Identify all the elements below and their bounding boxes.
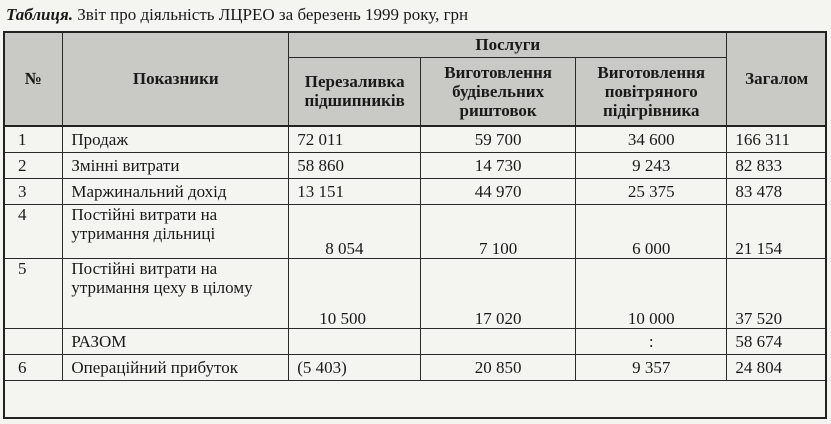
row-value: 17 020 <box>421 258 576 328</box>
row-value: 14 730 <box>421 152 576 178</box>
header-services: Послуги <box>289 32 727 58</box>
header-indicators: Показники <box>63 32 289 126</box>
table-row <box>4 204 827 258</box>
header-service-3: Виготовлення повітряного підігрівника <box>576 58 727 126</box>
row-total: 83 478 <box>727 178 827 204</box>
row-value: 9 357 <box>576 354 727 380</box>
row-no: 4 <box>4 204 63 258</box>
caption-label: Таблиця. <box>6 5 73 24</box>
table-row <box>4 152 827 178</box>
row-total: 37 520 <box>727 258 827 328</box>
row-value: : <box>576 328 727 354</box>
header-total: Загалом <box>727 32 827 126</box>
row-total: 58 674 <box>727 328 827 354</box>
row-value: 25 375 <box>576 178 727 204</box>
row-value: 59 700 <box>421 126 576 153</box>
row-total: 21 154 <box>727 204 827 258</box>
row-value <box>421 328 576 354</box>
row-value: 7 100 <box>421 204 576 258</box>
row-value: 58 860 <box>289 152 421 178</box>
row-indicator: Постійні витрати на утримання дільниці <box>63 204 289 258</box>
table-caption <box>6 5 468 25</box>
row-indicator: Продаж <box>63 126 289 153</box>
row-value <box>289 328 421 354</box>
row-indicator: Змінні витрати <box>63 152 289 178</box>
row-no: 5 <box>4 258 63 328</box>
row-value: (5 403) <box>289 354 421 380</box>
row-value: 34 600 <box>576 126 727 153</box>
row-value: 44 970 <box>421 178 576 204</box>
header-no: № <box>4 32 63 126</box>
row-value: 10 500 <box>289 258 421 328</box>
row-indicator: Постійні витрати на утримання цеху в цілому <box>63 258 289 328</box>
table-row <box>4 178 827 204</box>
report-table <box>3 31 827 381</box>
table-row <box>4 328 827 354</box>
table-row <box>4 258 827 328</box>
row-no: 2 <box>4 152 63 178</box>
row-value: 72 011 <box>289 126 421 153</box>
row-indicator: Операційний прибуток <box>63 354 289 380</box>
row-no: 3 <box>4 178 63 204</box>
row-total: 166 311 <box>727 126 827 153</box>
row-indicator: Маржинальний дохід <box>63 178 289 204</box>
table-row <box>4 354 827 380</box>
row-value: 13 151 <box>289 178 421 204</box>
row-value: 20 850 <box>421 354 576 380</box>
row-no <box>4 328 63 354</box>
row-total: 82 833 <box>727 152 827 178</box>
header-service-2: Виготовлення будівельних риштовок <box>421 58 576 126</box>
header-service-1: Перезаливка підшипників <box>289 58 421 126</box>
caption-text: Звіт про діяльність ЛЦРЕО за березень 1999 року, грн <box>77 5 469 24</box>
row-no: 6 <box>4 354 63 380</box>
row-total: 24 804 <box>727 354 827 380</box>
row-no: 1 <box>4 126 63 153</box>
row-value: 10 000 <box>576 258 727 328</box>
row-value: 8 054 <box>289 204 421 258</box>
row-value: 6 000 <box>576 204 727 258</box>
row-indicator: РАЗОМ <box>63 328 289 354</box>
table-row <box>4 126 827 153</box>
row-value: 9 243 <box>576 152 727 178</box>
